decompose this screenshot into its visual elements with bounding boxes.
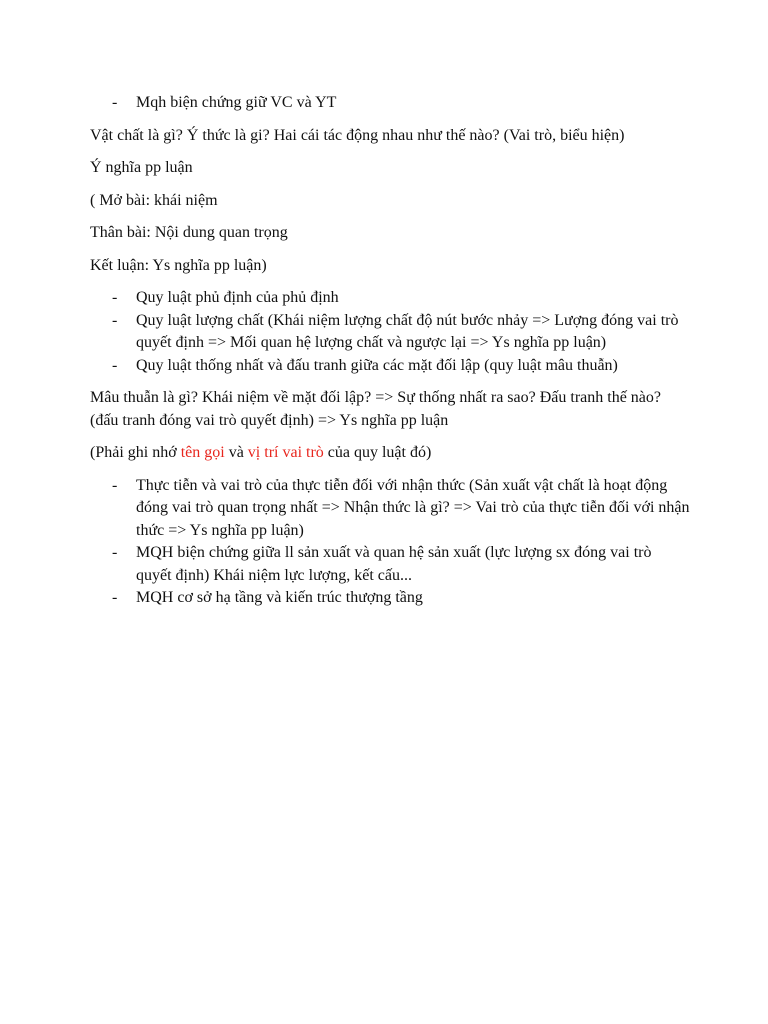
dash-marker: - [112, 356, 118, 374]
list-item-text: Quy luật thống nhất và đấu tranh giữa các mặt đối lập (quy luật mâu thuẫn) [136, 356, 618, 374]
highlight-text: tên gọi [180, 444, 225, 461]
paragraph: Kết luận: Ys nghĩa pp luận) [90, 256, 267, 274]
paragraph: ( Mở bài: khái niệm [90, 191, 218, 209]
bullet-list-3 [90, 475, 690, 610]
bullet-list-2 [90, 287, 690, 377]
paragraph: Mâu thuẫn là gì? Khái niệm về mặt đối lập? => Sự thống nhất ra sao? Đấu tranh thế nào? (đấu tranh đóng vai trò quyết định) => Ys nghĩa pp luận [90, 389, 661, 429]
list-item [90, 287, 690, 310]
document-page [90, 92, 690, 620]
list-item-text: MQH biện chứng giữa ll sản xuất và quan hệ sản xuất (lực lượng sx đóng vai trò quyết định) Khái niệm lực lượng, kết cấu... [136, 544, 652, 584]
note-text: và [224, 444, 248, 461]
list-item-text: Quy luật lượng chất (Khái niệm lượng chất độ nút bước nhảy => Lượng đóng vai trò quyết định => Mối quan hệ lượng chất và ngược lại => Ys nghĩa pp luận) [136, 311, 679, 351]
dash-marker: - [112, 289, 118, 306]
note-paragraph [90, 442, 690, 465]
dash-marker: - [112, 589, 118, 606]
list-item-text: MQH cơ sở hạ tầng và kiến trúc thượng tầng [136, 589, 423, 606]
list-item [90, 310, 690, 355]
dash-marker: - [112, 94, 118, 111]
bullet-list-1 [90, 92, 690, 115]
list-item [90, 475, 690, 543]
paragraph: Ý nghĩa pp luận [90, 159, 193, 176]
paragraph: Thân bài: Nội dung quan trọng [90, 224, 288, 241]
list-item-text: Quy luật phủ định của phủ định [136, 289, 339, 306]
list-item [90, 542, 690, 587]
note-text: của quy luật đó) [323, 444, 432, 461]
list-item [90, 92, 690, 115]
highlight-text: vị trí vai trò [247, 444, 324, 461]
dash-marker: - [112, 311, 118, 329]
list-item [90, 355, 690, 378]
note-text: (Phải ghi nhớ [90, 444, 181, 461]
list-item-text: Thực tiễn và vai trò của thực tiễn đối với nhận thức (Sản xuất vật chất là hoạt động đóng vai trò quan trọng nhất => Nhận thức là gì? => Vai trò của thực tiễn đối với nhận thức => Ys nghĩa pp luận) [136, 476, 690, 539]
dash-marker: - [112, 476, 118, 494]
list-item-text: Mqh biện chứng giữ VC và YT [136, 94, 337, 111]
paragraph: Vật chất là gì? Ý thức là gi? Hai cái tác động nhau như thế nào? (Vai trò, biểu hiện) [90, 126, 625, 144]
dash-marker: - [112, 544, 118, 561]
list-item [90, 587, 690, 610]
